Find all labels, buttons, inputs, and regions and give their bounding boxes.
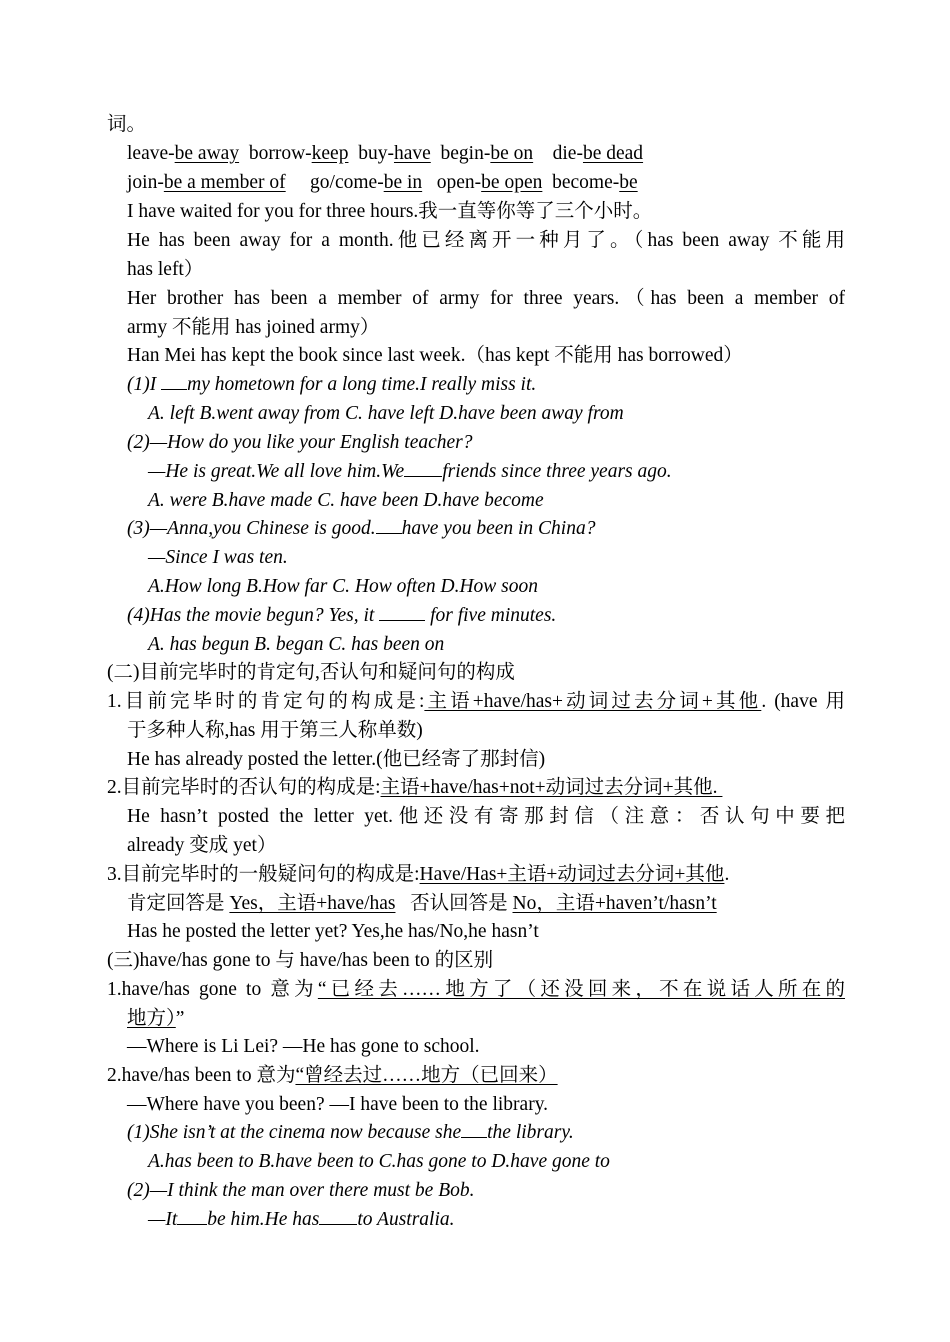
rule-text: 1.目前完毕时的肯定句的构成是: — [107, 691, 425, 712]
verb-pair-underlined: be away — [174, 143, 240, 164]
verb-text: buy- — [348, 143, 394, 164]
question-text: (3)—Anna,you Chinese is good. — [127, 518, 376, 539]
question-text: have you been in China? — [401, 518, 596, 539]
verb-pair-underlined: be a member of — [163, 172, 286, 193]
answer-blank — [404, 460, 442, 477]
rule-text: 1.have/has gone to 意为 — [107, 979, 318, 1000]
example-sentence: army 不能用 has joined army） — [127, 317, 380, 338]
rule-meaning: “曾经去过……地方（已回来） — [295, 1065, 558, 1086]
exercise-question — [148, 1205, 455, 1234]
rule-text: 否认回答是 — [395, 893, 513, 914]
rule-line — [107, 687, 845, 716]
rule-text: . (have 用 — [761, 691, 846, 712]
answer-blank — [376, 517, 402, 534]
answer-options: A. has begun B. began C. has been on — [148, 634, 445, 655]
example-sentence: Han Mei has kept the book since last week.（has kept 不能用 has borrowed） — [127, 345, 743, 366]
rule-text: 肯定回答是 — [127, 893, 230, 914]
rule-formula: 主语+have/has+动词过去分词+其他 — [424, 691, 762, 712]
rule-meaning: “已经去……地方了（还没回来，不在说话人所在的 — [317, 979, 846, 1000]
rule-line — [127, 1004, 184, 1033]
verb-text: begin- — [430, 143, 491, 164]
section-heading: (三)have/has gone to 与 have/has been to 的区别 — [107, 950, 494, 971]
question-text: my hometown for a long time.I really miss it. — [187, 374, 537, 395]
exercise-question — [127, 1118, 574, 1147]
question-text: (1)I — [127, 374, 162, 395]
exercise-question: (2)—I think the man over there must be Bob. — [127, 1180, 475, 1201]
exercise-question — [148, 457, 672, 486]
text-line: 词。 — [107, 114, 147, 135]
rule-formula: Have/Has+主语+动词过去分词+其他 — [419, 864, 725, 885]
question-text: the library. — [487, 1122, 574, 1143]
answer-blank — [177, 1208, 207, 1225]
verb-text: leave- — [127, 143, 175, 164]
example-sentence: —Where is Li Lei? —He has gone to school. — [127, 1036, 480, 1057]
verb-text: go/come- — [285, 172, 384, 193]
question-text: —It — [148, 1209, 178, 1230]
verb-pair-underlined: be on — [490, 143, 534, 164]
answer-blank — [379, 604, 425, 621]
exercise-question — [127, 514, 595, 543]
rule-text: 3.目前完毕时的一般疑问句的构成是: — [107, 864, 420, 885]
rule-text: 2.have/has been to 意为 — [107, 1065, 296, 1086]
question-text: —He is great.We all love him.We — [148, 461, 405, 482]
rule-line — [107, 975, 845, 1004]
verb-pair-underlined: be in — [383, 172, 423, 193]
verb-pair-underlined: be — [619, 172, 638, 193]
verb-pair-underlined: keep — [311, 143, 349, 164]
example-sentence: already 变成 yet） — [127, 835, 277, 856]
question-text: (1)She isn’t at the cinema now because she — [127, 1122, 462, 1143]
verb-text: become- — [542, 172, 620, 193]
answer-options: A. left B.went away from C. have left D.have been away from — [148, 403, 624, 424]
rule-text: 2.目前完毕时的否认句的构成是: — [107, 777, 381, 798]
rule-meaning: 地方） — [127, 1008, 176, 1029]
example-sentence: He hasn’t posted the letter yet.他还没有寄那封信（注意：否认句中要把 — [127, 806, 845, 827]
answer-options: A.How long B.How far C. How often D.How soon — [148, 576, 539, 597]
verb-pair-underlined: have — [393, 143, 431, 164]
verb-pair-underlined: be dead — [582, 143, 644, 164]
verb-pairs-line-1 — [127, 139, 643, 168]
verb-pairs-line-2 — [127, 168, 638, 197]
example-sentence: has left） — [127, 259, 204, 280]
rule-text: . — [724, 864, 730, 885]
question-text: friends since three years ago. — [442, 461, 672, 482]
verb-text: join- — [127, 172, 164, 193]
exercise-question: —Since I was ten. — [148, 547, 288, 568]
verb-text: die- — [533, 143, 583, 164]
example-sentence: I have waited for you for three hours.我一直等你等了三个小时。 — [127, 201, 653, 222]
rule-text: ” — [175, 1008, 185, 1029]
section-heading: (二)目前完毕时的肯定句,否认句和疑问句的构成 — [107, 662, 515, 683]
verb-pair-underlined: be open — [481, 172, 543, 193]
rule-formula: 主语+have/has+not+动词过去分词+其他. — [380, 777, 723, 798]
answer-blank — [461, 1121, 487, 1138]
rule-line: 于多种人称,has 用于第三人称单数) — [127, 720, 423, 741]
rule-line — [127, 889, 717, 918]
question-text: to Australia. — [357, 1209, 455, 1230]
rule-formula: Yes，主语+have/has — [229, 893, 396, 914]
exercise-question — [127, 601, 556, 630]
answer-options: A. were B.have made C. have been D.have become — [148, 490, 544, 511]
example-sentence: —Where have you been? —I have been to the library. — [127, 1094, 549, 1115]
example-sentence: He has already posted the letter.(他已经寄了那封信) — [127, 749, 546, 770]
exercise-question: (2)—How do you like your English teacher? — [127, 432, 473, 453]
answer-blank — [161, 373, 187, 390]
rule-formula: No，主语+haven’t/hasn’t — [512, 893, 717, 914]
question-text: be him.He has — [207, 1209, 320, 1230]
exercise-question — [127, 370, 536, 399]
question-text: for five minutes. — [425, 605, 557, 626]
example-sentence: He has been away for a month.他已经离开一种月了。（has been away 不能用 — [127, 230, 845, 251]
answer-options: A.has been to B.have been to C.has gone to D.have gone to — [148, 1151, 610, 1172]
answer-blank — [319, 1208, 357, 1225]
verb-text: borrow- — [239, 143, 312, 164]
rule-line — [107, 860, 729, 889]
question-text: (4)Has the movie begun? Yes, it — [127, 605, 380, 626]
example-sentence: Has he posted the letter yet? Yes,he has/No,he hasn’t — [127, 921, 539, 942]
rule-line — [107, 773, 722, 802]
rule-line — [107, 1061, 558, 1090]
example-sentence: Her brother has been a member of army for three years.（has been a member of — [127, 288, 845, 309]
verb-text: open- — [422, 172, 482, 193]
